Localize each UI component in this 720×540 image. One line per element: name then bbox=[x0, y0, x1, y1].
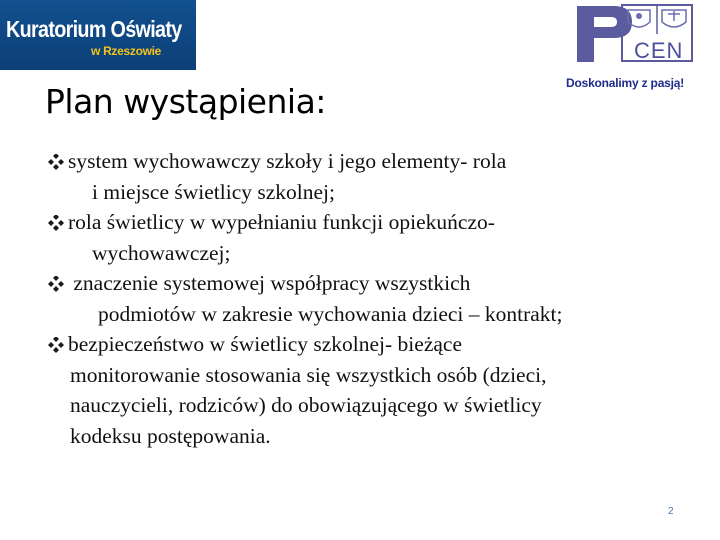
four-diamond-bullet-icon bbox=[48, 154, 64, 170]
bullet-item bbox=[48, 207, 698, 268]
four-diamond-bullet-icon bbox=[48, 337, 64, 353]
bullet-text-continued: wychowawczej; bbox=[92, 240, 231, 265]
bullet-text-continued: i miejsce świetlicy szkolnej; bbox=[92, 179, 336, 204]
pcen-mark: CEN bbox=[634, 38, 684, 63]
bullet-text-continued: kodeksu postępowania. bbox=[70, 423, 271, 448]
slide-title: Plan wystąpienia: bbox=[45, 82, 326, 121]
bullet-text: rola świetlicy w wypełnianiu funkcji opiekuńczo- bbox=[68, 210, 495, 234]
bullet-text: bezpieczeństwo w świetlicy szkolnej- bieżące bbox=[68, 332, 462, 356]
bullet-item bbox=[48, 268, 698, 329]
pcen-tagline: Doskonalimy z pasją! bbox=[566, 76, 685, 90]
bullet-item bbox=[48, 146, 698, 207]
bullet-item bbox=[48, 329, 698, 451]
four-diamond-bullet-icon bbox=[48, 276, 64, 292]
bullet-text-continued: nauczycieli, rodziców) do obowiązującego w świetlicy bbox=[70, 393, 542, 417]
bullet-text: system wychowawczy szkoły i jego elementy- rola bbox=[68, 149, 507, 173]
page-number: 2 bbox=[668, 506, 674, 517]
bullet-text-continued: monitorowanie stosowania się wszystkich osób (dzieci, bbox=[70, 362, 547, 387]
kuratorium-logo bbox=[0, 0, 196, 70]
kuratorium-logo-location: w Rzeszowie bbox=[91, 44, 162, 58]
bullet-text-continued: podmiotów w zakresie wychowania dzieci – kontrakt; bbox=[98, 301, 563, 326]
pcen-logo bbox=[566, 0, 706, 96]
bullet-list bbox=[48, 146, 698, 451]
four-diamond-bullet-icon bbox=[48, 215, 64, 231]
kuratorium-logo-name: Kuratorium Oświaty bbox=[6, 16, 182, 42]
bullet-text: znaczenie systemowej współpracy wszystkich bbox=[68, 271, 471, 295]
